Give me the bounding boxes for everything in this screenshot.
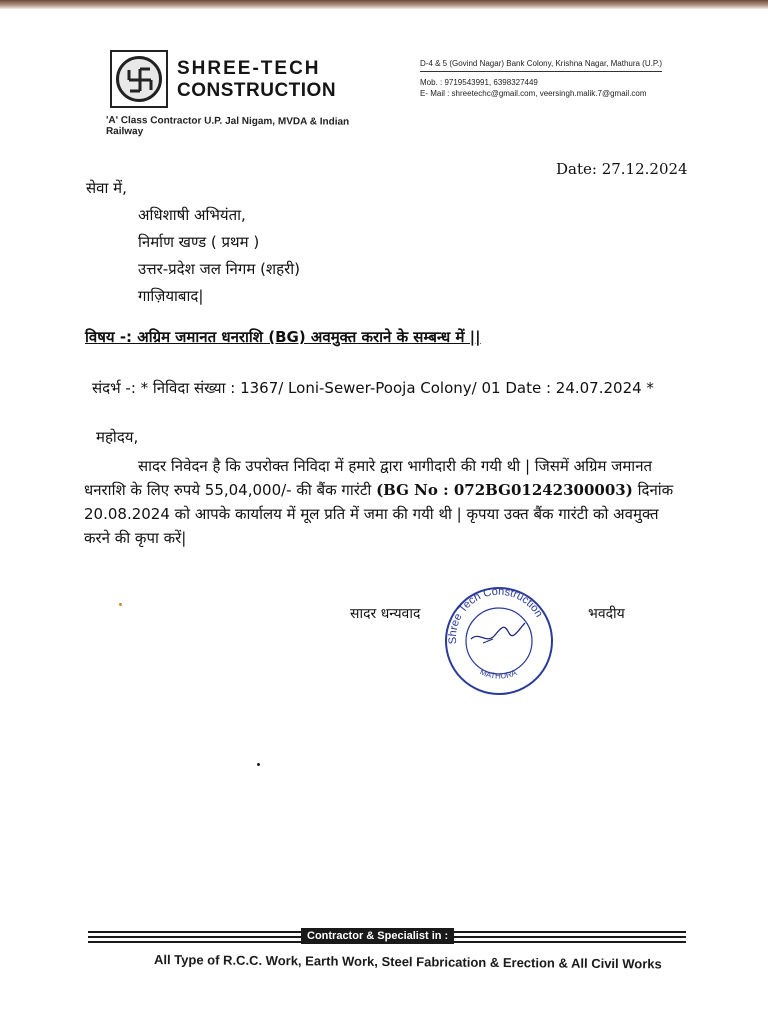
to-label: सेवा में,	[86, 179, 127, 197]
body-line: 20.08.2024 को आपके कार्यालय में मूल प्रति में जमा की गयी थी | कृपया उक्त बैंक गारंटी को अवमुक्त	[84, 505, 659, 523]
contact-block	[420, 58, 680, 99]
closing-thanks: सादर धन्यवाद	[350, 606, 421, 622]
letter-date: Date: 27.12.2024	[556, 160, 688, 178]
signature-stroke	[483, 639, 493, 643]
company-address: D-4 & 5 (Govind Nagar) Bank Colony, Krishna Nagar, Mathura (U.P.)	[420, 58, 662, 72]
recipient-block	[86, 175, 466, 310]
company-logo	[110, 50, 168, 108]
letter-salutation: महोदय,	[96, 428, 139, 446]
paper-speck	[119, 603, 122, 606]
seal-bottom-text: MATHURA	[478, 667, 518, 681]
body-line: करने की कृपा करें|	[84, 529, 187, 547]
company-name	[177, 58, 352, 102]
company-seal-stamp	[443, 585, 555, 697]
letter-reference: संदर्भ -: * निविदा संख्या : 1367/ Loni-Sewer-Pooja Colony/ 01 Date : 24.07.2024 *	[92, 379, 654, 397]
recipient-line: गाज़ियाबाद|	[138, 287, 204, 305]
body-text: धनराशि के लिए रुपये 55,04,000/- की बैंक गारंटी	[84, 481, 377, 499]
closing-yours: भवदीय	[588, 606, 625, 622]
page-top-edge	[0, 0, 768, 9]
recipient-line: उत्तर-प्रदेश जल निगम (शहरी)	[138, 260, 300, 278]
body-line	[84, 478, 684, 502]
letter-subject: विषय -: अग्रिम जमानत धनराशि (BG) अवमुक्त कराने के सम्बन्ध में ||	[85, 328, 481, 346]
footer-works-line: All Type of R.C.C. Work, Earth Work, Steel Fabrication & Erection & All Civil Works	[153, 952, 662, 972]
company-mobile: Mob. : 9719543991, 6398327449	[420, 78, 538, 87]
signature-scribble	[471, 623, 525, 639]
company-name-line2: CONSTRUCTION	[177, 80, 337, 101]
contractor-class-line: 'A' Class Contractor U.P. Jal Nigam, MVDA & Indian Railway	[105, 115, 350, 138]
paper-speck	[257, 763, 260, 766]
company-email: E- Mail : shreetechc@gmail.com, veersingh.malik.7@gmail.com	[420, 89, 647, 98]
seal-top-text: Shree Tech Construction	[446, 585, 545, 645]
swastika-logo-icon	[116, 56, 162, 102]
letter-body	[84, 454, 684, 550]
company-name-line1: SHREE-TECH	[177, 58, 321, 79]
footer-specialist-label: Contractor & Specialist in :	[301, 928, 454, 944]
body-text: दिनांक	[632, 481, 674, 499]
recipient-line: निर्माण खण्ड ( प्रथम )	[138, 233, 260, 251]
bank-guarantee-number: (BG No : 072BG01242300003)	[376, 481, 633, 499]
body-line: सादर निवेदन है कि उपरोक्त निविदा में हमारे द्वारा भागीदारी की गयी थी | जिसमें अग्रिम जमानत	[138, 457, 653, 475]
recipient-line: अधिशाषी अभियंता,	[138, 206, 246, 224]
